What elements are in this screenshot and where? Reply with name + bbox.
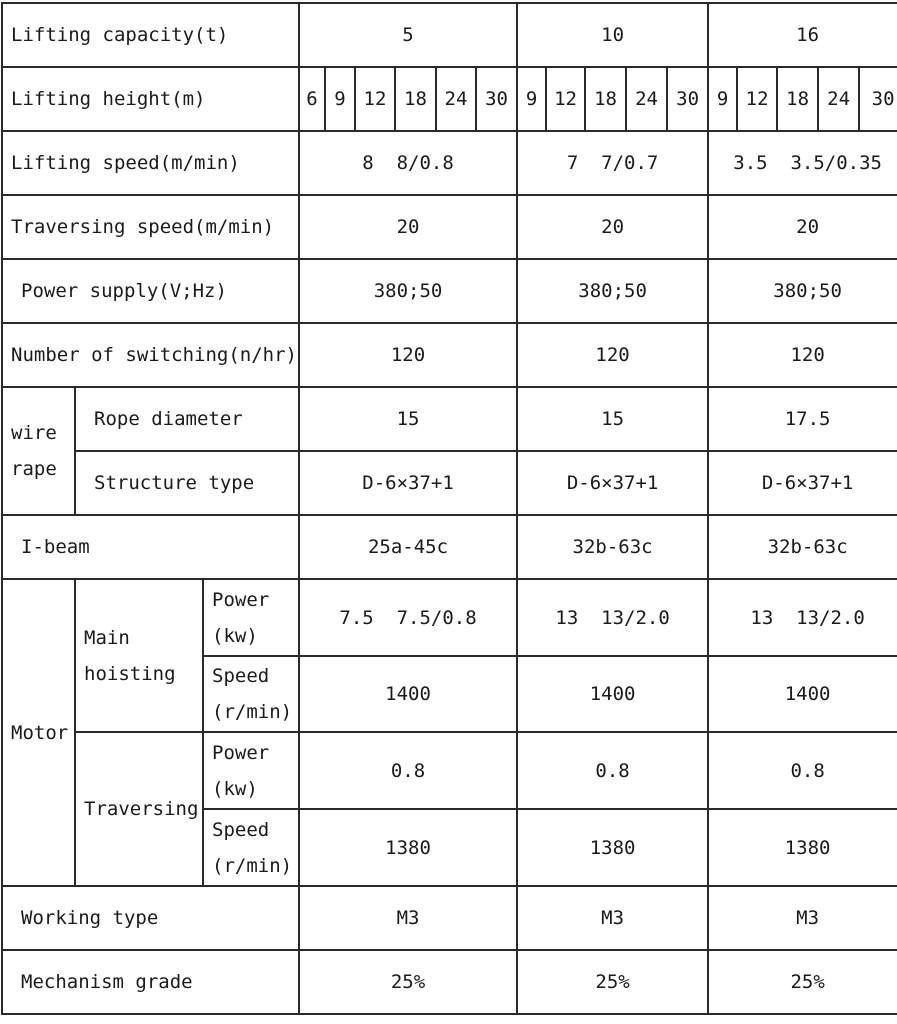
value-cell: 25% bbox=[517, 950, 708, 1014]
main-hoisting-label: Main hoisting bbox=[75, 579, 203, 732]
value-cell: 1380 bbox=[517, 809, 708, 886]
value-cell: 120 bbox=[517, 323, 708, 387]
row-label: Lifting speed(m/min) bbox=[2, 131, 299, 195]
row-label: Traversing speed(m/min) bbox=[2, 195, 299, 259]
row-label: Lifting height(m) bbox=[2, 67, 299, 131]
value-cell: 3.5 3.5/0.35 bbox=[708, 131, 897, 195]
value-cell: 0.8 bbox=[517, 732, 708, 809]
row-label: Rope diameter bbox=[75, 387, 299, 451]
value-cell: 20 bbox=[299, 195, 517, 259]
value-cell: M3 bbox=[708, 886, 897, 950]
sub-label: Power (kw) bbox=[203, 579, 299, 656]
value-cell: D-6×37+1 bbox=[708, 451, 897, 515]
height-cell: 12 bbox=[546, 67, 585, 131]
capacity-5t: 5 bbox=[299, 3, 517, 67]
value-cell: 380;50 bbox=[299, 259, 517, 323]
specification-table bbox=[1, 2, 897, 1015]
value-cell: 25a-45c bbox=[299, 515, 517, 579]
row-label: Power supply(V;Hz) bbox=[2, 259, 299, 323]
height-cell: 30 bbox=[859, 67, 897, 131]
value-cell: 380;50 bbox=[517, 259, 708, 323]
table-row-traversing-power bbox=[2, 732, 897, 809]
height-cell: 9 bbox=[325, 67, 355, 131]
sub-label: Speed (r/min) bbox=[203, 809, 299, 886]
value-cell: 8 8/0.8 bbox=[299, 131, 517, 195]
value-cell: M3 bbox=[517, 886, 708, 950]
table-row-main-hoisting-power bbox=[2, 579, 897, 656]
height-cell: 18 bbox=[585, 67, 626, 131]
value-cell: 1400 bbox=[299, 656, 517, 732]
value-cell: 15 bbox=[299, 387, 517, 451]
height-cell: 24 bbox=[818, 67, 859, 131]
value-cell: 1380 bbox=[299, 809, 517, 886]
table-row-i-beam bbox=[2, 515, 897, 579]
height-cell: 24 bbox=[436, 67, 476, 131]
table-row-working-type bbox=[2, 886, 897, 950]
value-cell: 120 bbox=[299, 323, 517, 387]
sub-label: Power (kw) bbox=[203, 732, 299, 809]
value-cell: 7.5 7.5/0.8 bbox=[299, 579, 517, 656]
table-row-lifting-height bbox=[2, 67, 897, 131]
row-label: Mechanism grade bbox=[2, 950, 299, 1014]
height-cell: 12 bbox=[737, 67, 777, 131]
capacity-16t: 16 bbox=[708, 3, 897, 67]
height-cell: 12 bbox=[355, 67, 395, 131]
height-cell: 18 bbox=[395, 67, 436, 131]
wire-rope-group-label: wire rape bbox=[2, 387, 75, 515]
value-cell: 1400 bbox=[708, 656, 897, 732]
table-row-switching bbox=[2, 323, 897, 387]
value-cell: 25% bbox=[299, 950, 517, 1014]
capacity-10t: 10 bbox=[517, 3, 708, 67]
value-cell: D-6×37+1 bbox=[517, 451, 708, 515]
value-cell: 13 13/2.0 bbox=[517, 579, 708, 656]
height-cell: 9 bbox=[517, 67, 546, 131]
value-cell: D-6×37+1 bbox=[299, 451, 517, 515]
table-row-mechanism-grade bbox=[2, 950, 897, 1014]
value-cell: 7 7/0.7 bbox=[517, 131, 708, 195]
height-cell: 30 bbox=[667, 67, 708, 131]
value-cell: 0.8 bbox=[299, 732, 517, 809]
row-label: Structure type bbox=[75, 451, 299, 515]
row-label: Working type bbox=[2, 886, 299, 950]
table-row-power-supply bbox=[2, 259, 897, 323]
table-row-rope-diameter bbox=[2, 387, 897, 451]
value-cell: 1380 bbox=[708, 809, 897, 886]
value-cell: 0.8 bbox=[708, 732, 897, 809]
height-cell: 18 bbox=[777, 67, 818, 131]
value-cell: 120 bbox=[708, 323, 897, 387]
value-cell: 32b-63c bbox=[517, 515, 708, 579]
table-row-structure-type bbox=[2, 451, 897, 515]
row-label: Number of switching(n/hr) bbox=[2, 323, 299, 387]
value-cell: 13 13/2.0 bbox=[708, 579, 897, 656]
value-cell: 20 bbox=[708, 195, 897, 259]
table-row-lifting-speed bbox=[2, 131, 897, 195]
motor-group-label: Motor bbox=[2, 579, 75, 886]
traversing-label: Traversing bbox=[75, 732, 203, 886]
value-cell: 380;50 bbox=[708, 259, 897, 323]
sub-label: Speed (r/min) bbox=[203, 656, 299, 732]
value-cell: 25% bbox=[708, 950, 897, 1014]
value-cell: 32b-63c bbox=[708, 515, 897, 579]
height-cell: 30 bbox=[476, 67, 517, 131]
row-label: I-beam bbox=[2, 515, 299, 579]
value-cell: 1400 bbox=[517, 656, 708, 732]
value-cell: 20 bbox=[517, 195, 708, 259]
table-row-traversing-speed bbox=[2, 195, 897, 259]
height-cell: 9 bbox=[708, 67, 737, 131]
height-cell: 6 bbox=[299, 67, 325, 131]
value-cell: 17.5 bbox=[708, 387, 897, 451]
value-cell: 15 bbox=[517, 387, 708, 451]
table-row-lifting-capacity bbox=[2, 3, 897, 67]
value-cell: M3 bbox=[299, 886, 517, 950]
row-label: Lifting capacity(t) bbox=[2, 3, 299, 67]
height-cell: 24 bbox=[626, 67, 667, 131]
